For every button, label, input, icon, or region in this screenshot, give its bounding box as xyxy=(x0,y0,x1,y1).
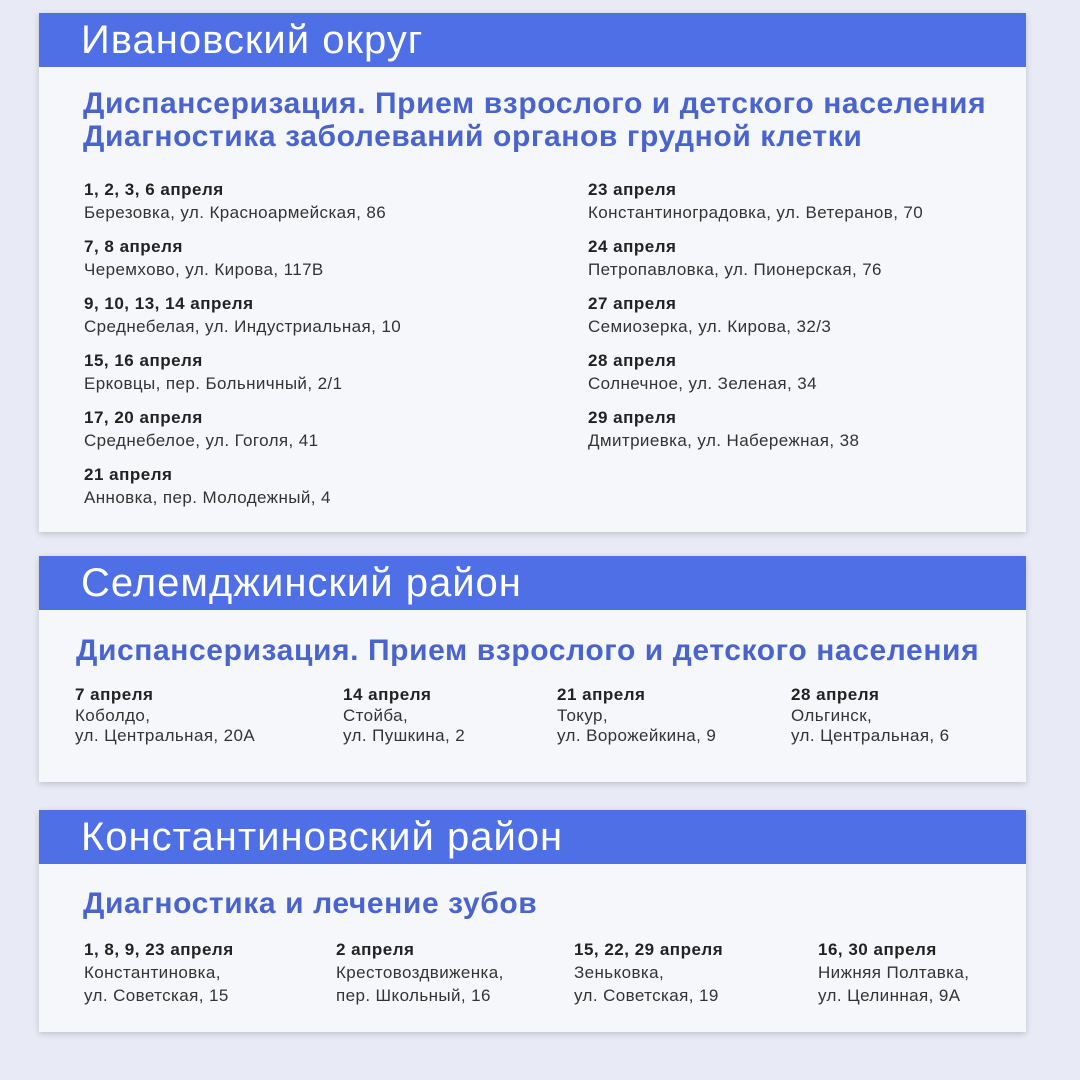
entry-date: 16, 30 апреля xyxy=(818,940,937,959)
list-item xyxy=(84,938,234,1007)
list-item xyxy=(84,463,331,509)
list-item xyxy=(557,683,716,746)
subtitle-diagnostics: Диагностика заболеваний органов грудной клетки xyxy=(83,120,863,153)
list-item xyxy=(84,235,324,281)
entry-address: Семиозерка, ул. Кирова, 32/3 xyxy=(588,317,832,336)
entry-place: Нижняя Полтавка, xyxy=(818,963,970,982)
section-title-ivanovsky: Ивановский округ xyxy=(39,13,1026,67)
entry-date: 29 апреля xyxy=(588,408,677,427)
list-item xyxy=(84,349,342,395)
entry-date: 27 апреля xyxy=(588,294,677,313)
list-item xyxy=(818,938,969,1007)
entry-date: 21 апреля xyxy=(557,685,646,704)
list-item xyxy=(336,938,504,1007)
entry-date: 2 апреля xyxy=(336,940,415,959)
section-selemdzhinsky xyxy=(39,556,1026,782)
list-item xyxy=(75,683,255,746)
entry-date: 28 апреля xyxy=(588,351,677,370)
entry-place: Коболдо, xyxy=(75,706,151,725)
entry-street: ул. Центральная, 6 xyxy=(791,726,950,745)
entry-date: 1, 8, 9, 23 апреля xyxy=(84,940,234,959)
entry-street: ул. Советская, 15 xyxy=(84,986,229,1005)
list-item xyxy=(588,178,923,224)
list-item xyxy=(588,292,831,338)
entry-street: ул. Советская, 19 xyxy=(574,986,719,1005)
section-title-konstantinovsky: Константиновский район xyxy=(39,810,1026,864)
list-item xyxy=(791,683,950,746)
entry-date: 7 апреля xyxy=(75,685,154,704)
entry-place: Токур, xyxy=(557,706,609,725)
entry-address: Черемхово, ул. Кирова, 117В xyxy=(84,260,324,279)
list-item xyxy=(588,235,882,281)
section-ivanovsky xyxy=(39,13,1026,532)
entry-place: Стойба, xyxy=(343,706,409,725)
entry-date: 17, 20 апреля xyxy=(84,408,203,427)
subtitle-dental: Диагностика и лечение зубов xyxy=(83,887,538,920)
entry-date: 14 апреля xyxy=(343,685,432,704)
entry-address: Константиноградовка, ул. Ветеранов, 70 xyxy=(588,203,924,222)
section-konstantinovsky xyxy=(39,810,1026,1032)
list-item xyxy=(574,938,723,1007)
section-title-selemdzhinsky: Селемджинский район xyxy=(39,556,1026,610)
entry-street: ул. Ворожейкина, 9 xyxy=(557,726,717,745)
entry-date: 24 апреля xyxy=(588,237,677,256)
entry-address: Анновка, пер. Молодежный, 4 xyxy=(84,488,331,507)
list-item xyxy=(84,292,401,338)
entry-address: Солнечное, ул. Зеленая, 34 xyxy=(588,374,817,393)
entry-address: Березовка, ул. Красноармейская, 86 xyxy=(84,203,387,222)
entry-address: Ерковцы, пер. Больничный, 2/1 xyxy=(84,374,343,393)
subtitle-dispanserization: Диспансеризация. Прием взрослого и детского населения xyxy=(83,87,987,120)
entry-street: пер. Школьный, 16 xyxy=(336,986,491,1005)
entry-address: Среднебелая, ул. Индустриальная, 10 xyxy=(84,317,402,336)
entry-date: 28 апреля xyxy=(791,685,880,704)
entry-place: Ольгинск, xyxy=(791,706,873,725)
entry-date: 9, 10, 13, 14 апреля xyxy=(84,294,254,313)
list-item xyxy=(343,683,465,746)
entry-date: 23 апреля xyxy=(588,180,677,199)
entry-date: 21 апреля xyxy=(84,465,173,484)
entry-place: Зеньковка, xyxy=(574,963,665,982)
entry-place: Крестовоздвиженка, xyxy=(336,963,504,982)
entry-date: 15, 22, 29 апреля xyxy=(574,940,724,959)
subtitle-dispanserization: Диспансеризация. Прием взрослого и детского населения xyxy=(76,634,980,667)
entry-date: 15, 16 апреля xyxy=(84,351,203,370)
entry-date: 7, 8 апреля xyxy=(84,237,183,256)
entry-street: ул. Пушкина, 2 xyxy=(343,726,466,745)
entry-place: Константиновка, xyxy=(84,963,221,982)
entry-date: 1, 2, 3, 6 апреля xyxy=(84,180,224,199)
entry-address: Среднебелое, ул. Гоголя, 41 xyxy=(84,431,319,450)
entry-street: ул. Целинная, 9А xyxy=(818,986,961,1005)
list-item xyxy=(84,178,386,224)
entry-street: ул. Центральная, 20А xyxy=(75,726,256,745)
list-item xyxy=(588,406,859,452)
list-item xyxy=(588,349,817,395)
list-item xyxy=(84,406,319,452)
entry-address: Дмитриевка, ул. Набережная, 38 xyxy=(588,431,860,450)
entry-address: Петропавловка, ул. Пионерская, 76 xyxy=(588,260,882,279)
